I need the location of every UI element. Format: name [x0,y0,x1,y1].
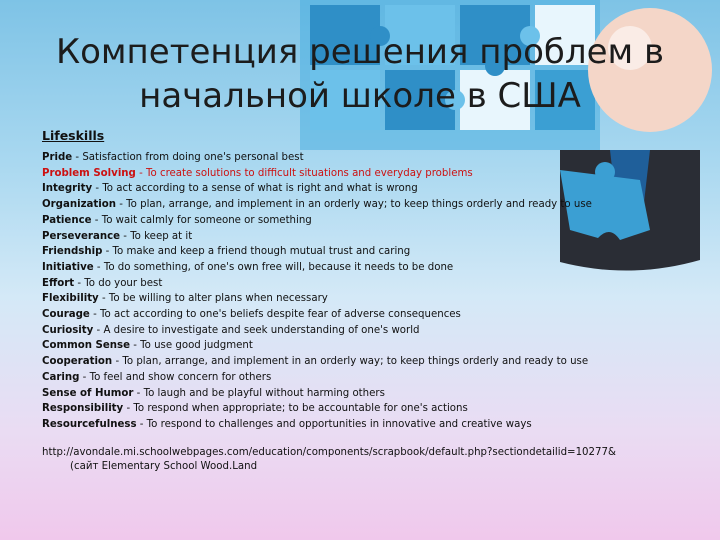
list-item [42,229,682,245]
item-term: Sense of Humor [42,387,134,399]
item-term: Cooperation [42,356,113,368]
item-definition: To do something, of one's own free will, because it needs to be done [103,261,454,273]
list-item [42,307,682,323]
item-term: Friendship [42,246,103,258]
item-term: Common Sense [42,340,130,352]
item-definition: To plan, arrange, and implement in an orderly way; to keep things orderly and ready to use [122,356,589,368]
list-item [42,150,682,166]
list-item [42,166,682,182]
item-term: Patience [42,214,92,226]
item-term: Integrity [42,183,93,195]
item-definition: To plan, arrange, and implement in an orderly way; to keep things orderly and ready to use [126,199,592,211]
item-term: Responsibility [42,403,124,415]
list-item [42,260,682,276]
item-separator: - [133,387,144,399]
item-term: Curiosity [42,324,94,336]
list-item [42,401,682,417]
source-url[interactable]: http://avondale.mi.schoolwebpages.com/education/components/scrapbook/default.php?sectiondetailid=10277& [42,447,616,458]
item-separator: - [102,246,113,258]
item-definition: To act according to a sense of what is right and what is wrong [102,183,418,195]
list-item [42,417,682,433]
section-heading: Lifeskills [42,128,105,143]
item-separator: - [120,230,131,242]
item-definition: To do your best [84,277,163,289]
item-definition: A desire to investigate and seek understanding of one's world [103,324,420,336]
item-separator: - [92,183,103,195]
item-definition: To respond when appropriate; to be accountable for one's actions [133,403,468,415]
item-definition: To keep at it [130,230,193,242]
list-item [42,276,682,292]
item-separator: - [135,167,147,179]
list-item [42,181,682,197]
page-title: Компетенция решения проблем в начальной школе в США [55,32,665,116]
item-definition: To respond to challenges and opportunities in innovative and creative ways [146,418,532,430]
item-term: Resourcefulness [42,418,137,430]
source-citation [42,446,692,474]
item-separator: - [79,371,90,383]
item-separator: - [136,418,147,430]
item-separator: - [74,277,85,289]
item-separator: - [112,356,123,368]
item-separator: - [91,214,102,226]
item-definition: To be willing to alter plans when necessary [108,293,328,305]
item-separator: - [72,152,83,163]
item-definition: To make and keep a friend though mutual trust and caring [112,246,411,258]
list-item [42,338,682,354]
lifeskills-list [42,150,682,433]
item-definition: To wait calmly for someone or something [101,214,312,226]
list-item [42,213,682,229]
item-separator: - [123,403,134,415]
list-item [42,244,682,260]
item-term: Flexibility [42,293,99,305]
list-item [42,323,682,339]
item-term: Initiative [42,261,94,273]
item-definition: To feel and show concern for others [89,371,272,383]
item-term: Effort [42,277,75,289]
item-term: Organization [42,199,117,211]
item-term: Perseverance [42,230,121,242]
list-item [42,291,682,307]
item-separator: - [93,324,104,336]
item-definition: To use good judgment [140,340,253,352]
item-separator: - [116,199,127,211]
list-item [42,197,682,213]
item-definition: To act according to one's beliefs despite fear of adverse consequences [100,309,461,321]
item-term: Courage [42,309,90,321]
item-term: Caring [42,371,80,383]
item-definition: To create solutions to difficult situations and everyday problems [146,167,473,179]
item-term: Problem Solving [42,167,136,179]
item-separator: - [93,261,104,273]
item-term: Pride [42,152,73,163]
list-item [42,386,682,402]
item-separator: - [89,309,100,321]
list-item [42,370,682,386]
item-separator: - [129,340,141,352]
item-definition: To laugh and be playful without harming others [143,387,385,399]
item-separator: - [98,293,109,305]
item-definition: Satisfaction from doing one's personal best [82,152,304,163]
source-note: (сайт Elementary School Wood.Land [70,461,258,472]
list-item [42,354,682,370]
